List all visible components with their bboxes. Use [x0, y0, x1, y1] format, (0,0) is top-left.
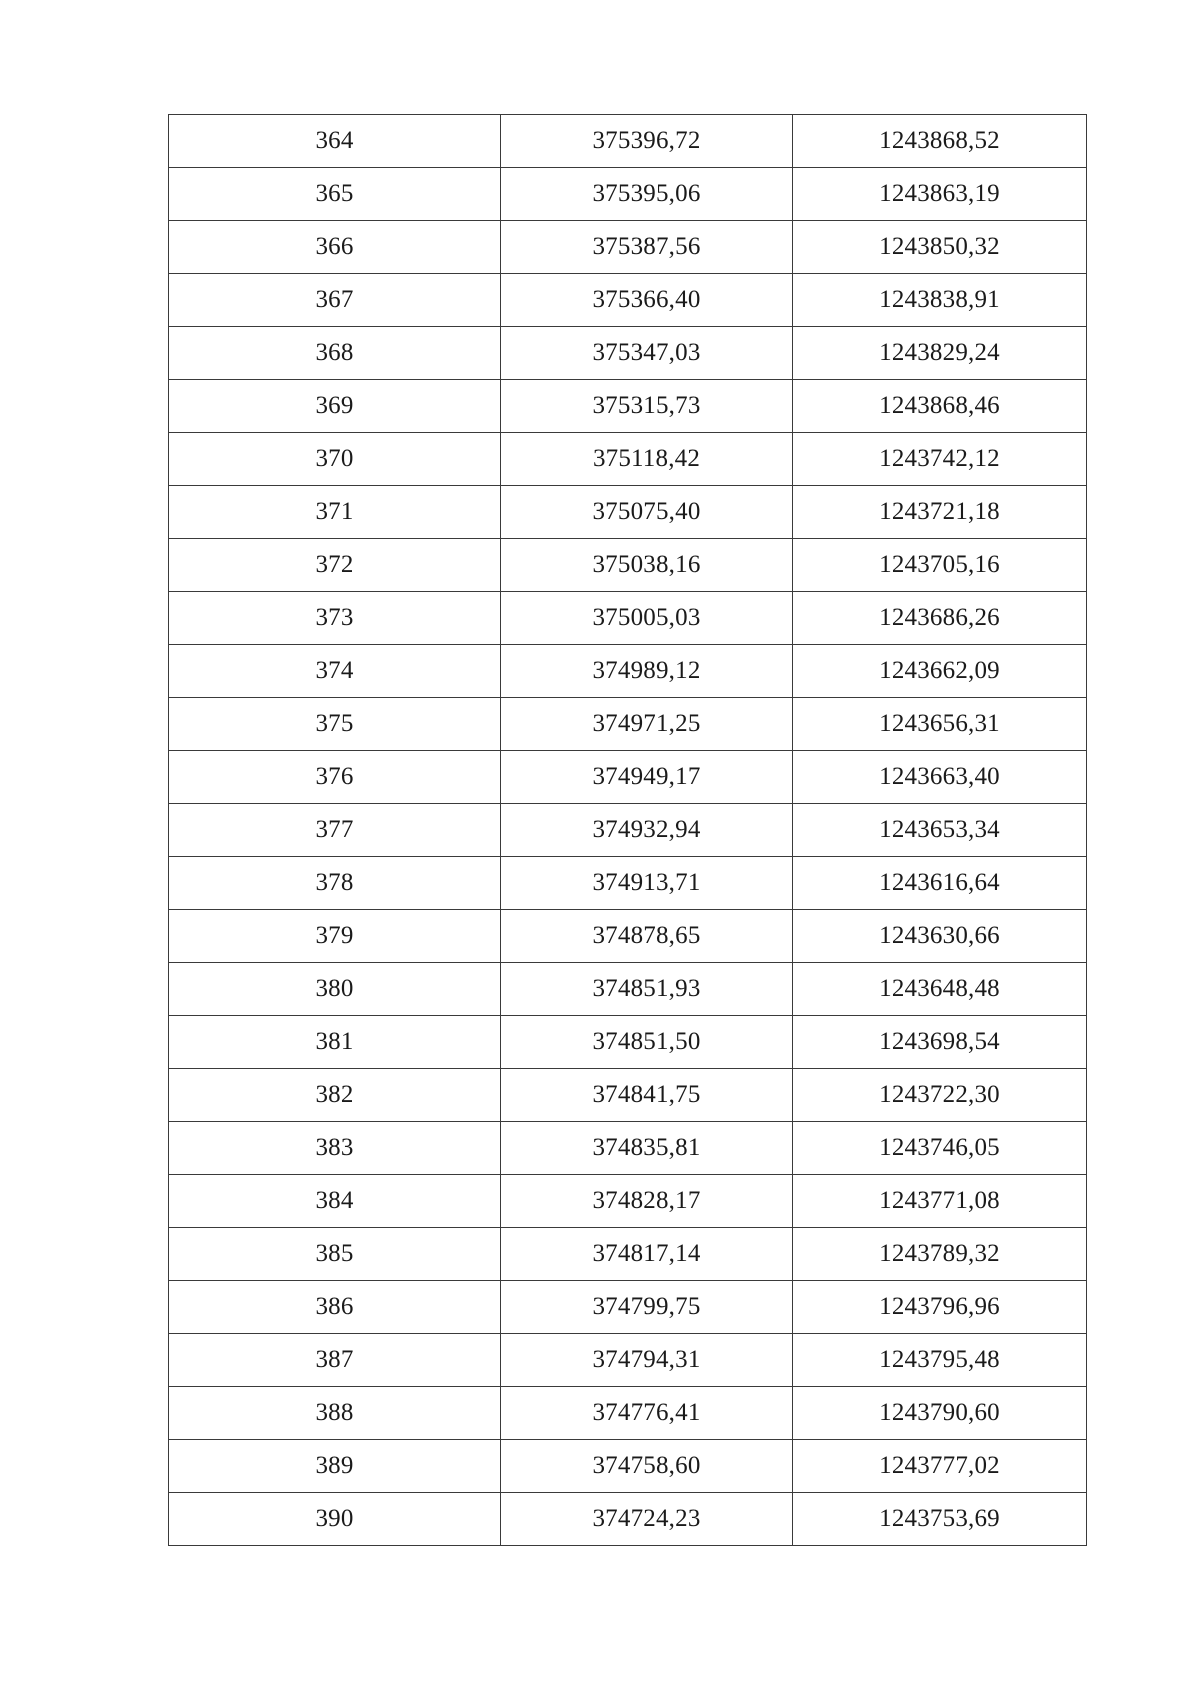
coordinates-table-body	[169, 115, 1087, 1546]
point-number-cell: 377	[169, 804, 501, 857]
x-coordinate-cell: 374878,65	[501, 910, 793, 963]
point-number-cell: 370	[169, 433, 501, 486]
point-number-cell: 389	[169, 1440, 501, 1493]
y-coordinate-cell: 1243663,40	[793, 751, 1087, 804]
point-number-cell: 384	[169, 1175, 501, 1228]
table-row	[169, 168, 1087, 221]
table-row	[169, 115, 1087, 168]
x-coordinate-cell: 374949,17	[501, 751, 793, 804]
y-coordinate-cell: 1243868,52	[793, 115, 1087, 168]
x-coordinate-cell: 374776,41	[501, 1387, 793, 1440]
point-number-cell: 373	[169, 592, 501, 645]
y-coordinate-cell: 1243868,46	[793, 380, 1087, 433]
table-row	[169, 1175, 1087, 1228]
point-number-cell: 378	[169, 857, 501, 910]
y-coordinate-cell: 1243722,30	[793, 1069, 1087, 1122]
x-coordinate-cell: 375396,72	[501, 115, 793, 168]
y-coordinate-cell: 1243838,91	[793, 274, 1087, 327]
x-coordinate-cell: 375315,73	[501, 380, 793, 433]
y-coordinate-cell: 1243686,26	[793, 592, 1087, 645]
point-number-cell: 382	[169, 1069, 501, 1122]
point-number-cell: 375	[169, 698, 501, 751]
point-number-cell: 390	[169, 1493, 501, 1546]
x-coordinate-cell: 374851,93	[501, 963, 793, 1016]
point-number-cell: 374	[169, 645, 501, 698]
y-coordinate-cell: 1243850,32	[793, 221, 1087, 274]
table-row	[169, 1281, 1087, 1334]
y-coordinate-cell: 1243753,69	[793, 1493, 1087, 1546]
y-coordinate-cell: 1243795,48	[793, 1334, 1087, 1387]
point-number-cell: 376	[169, 751, 501, 804]
x-coordinate-cell: 374758,60	[501, 1440, 793, 1493]
point-number-cell: 386	[169, 1281, 501, 1334]
x-coordinate-cell: 375366,40	[501, 274, 793, 327]
table-row	[169, 221, 1087, 274]
y-coordinate-cell: 1243771,08	[793, 1175, 1087, 1228]
x-coordinate-cell: 374724,23	[501, 1493, 793, 1546]
y-coordinate-cell: 1243790,60	[793, 1387, 1087, 1440]
table-row	[169, 274, 1087, 327]
table-row	[169, 486, 1087, 539]
y-coordinate-cell: 1243616,64	[793, 857, 1087, 910]
x-coordinate-cell: 375075,40	[501, 486, 793, 539]
y-coordinate-cell: 1243648,48	[793, 963, 1087, 1016]
y-coordinate-cell: 1243742,12	[793, 433, 1087, 486]
table-row	[169, 539, 1087, 592]
x-coordinate-cell: 374794,31	[501, 1334, 793, 1387]
x-coordinate-cell: 375395,06	[501, 168, 793, 221]
point-number-cell: 365	[169, 168, 501, 221]
table-row	[169, 963, 1087, 1016]
point-number-cell: 372	[169, 539, 501, 592]
point-number-cell: 379	[169, 910, 501, 963]
y-coordinate-cell: 1243721,18	[793, 486, 1087, 539]
y-coordinate-cell: 1243829,24	[793, 327, 1087, 380]
table-row	[169, 327, 1087, 380]
table-row	[169, 857, 1087, 910]
point-number-cell: 367	[169, 274, 501, 327]
x-coordinate-cell: 374913,71	[501, 857, 793, 910]
x-coordinate-cell: 375038,16	[501, 539, 793, 592]
x-coordinate-cell: 374989,12	[501, 645, 793, 698]
point-number-cell: 388	[169, 1387, 501, 1440]
x-coordinate-cell: 374835,81	[501, 1122, 793, 1175]
table-row	[169, 804, 1087, 857]
x-coordinate-cell: 375387,56	[501, 221, 793, 274]
y-coordinate-cell: 1243653,34	[793, 804, 1087, 857]
point-number-cell: 387	[169, 1334, 501, 1387]
point-number-cell: 371	[169, 486, 501, 539]
table-row	[169, 592, 1087, 645]
point-number-cell: 380	[169, 963, 501, 1016]
table-row	[169, 698, 1087, 751]
y-coordinate-cell: 1243777,02	[793, 1440, 1087, 1493]
y-coordinate-cell: 1243698,54	[793, 1016, 1087, 1069]
table-row	[169, 380, 1087, 433]
table-row	[169, 1440, 1087, 1493]
table-row	[169, 433, 1087, 486]
point-number-cell: 381	[169, 1016, 501, 1069]
table-row	[169, 1334, 1087, 1387]
x-coordinate-cell: 375005,03	[501, 592, 793, 645]
table-row	[169, 1493, 1087, 1546]
table-row	[169, 645, 1087, 698]
x-coordinate-cell: 374932,94	[501, 804, 793, 857]
table-row	[169, 751, 1087, 804]
table-row	[169, 1122, 1087, 1175]
y-coordinate-cell: 1243630,66	[793, 910, 1087, 963]
point-number-cell: 369	[169, 380, 501, 433]
point-number-cell: 364	[169, 115, 501, 168]
table-row	[169, 1387, 1087, 1440]
y-coordinate-cell: 1243796,96	[793, 1281, 1087, 1334]
y-coordinate-cell: 1243789,32	[793, 1228, 1087, 1281]
x-coordinate-cell: 374841,75	[501, 1069, 793, 1122]
point-number-cell: 385	[169, 1228, 501, 1281]
x-coordinate-cell: 374799,75	[501, 1281, 793, 1334]
y-coordinate-cell: 1243746,05	[793, 1122, 1087, 1175]
y-coordinate-cell: 1243705,16	[793, 539, 1087, 592]
table-row	[169, 910, 1087, 963]
y-coordinate-cell: 1243656,31	[793, 698, 1087, 751]
point-number-cell: 368	[169, 327, 501, 380]
point-number-cell: 366	[169, 221, 501, 274]
table-row	[169, 1069, 1087, 1122]
x-coordinate-cell: 374851,50	[501, 1016, 793, 1069]
coordinates-table	[168, 114, 1087, 1546]
table-row	[169, 1228, 1087, 1281]
y-coordinate-cell: 1243662,09	[793, 645, 1087, 698]
table-row	[169, 1016, 1087, 1069]
x-coordinate-cell: 375347,03	[501, 327, 793, 380]
y-coordinate-cell: 1243863,19	[793, 168, 1087, 221]
x-coordinate-cell: 374828,17	[501, 1175, 793, 1228]
point-number-cell: 383	[169, 1122, 501, 1175]
x-coordinate-cell: 375118,42	[501, 433, 793, 486]
x-coordinate-cell: 374817,14	[501, 1228, 793, 1281]
x-coordinate-cell: 374971,25	[501, 698, 793, 751]
